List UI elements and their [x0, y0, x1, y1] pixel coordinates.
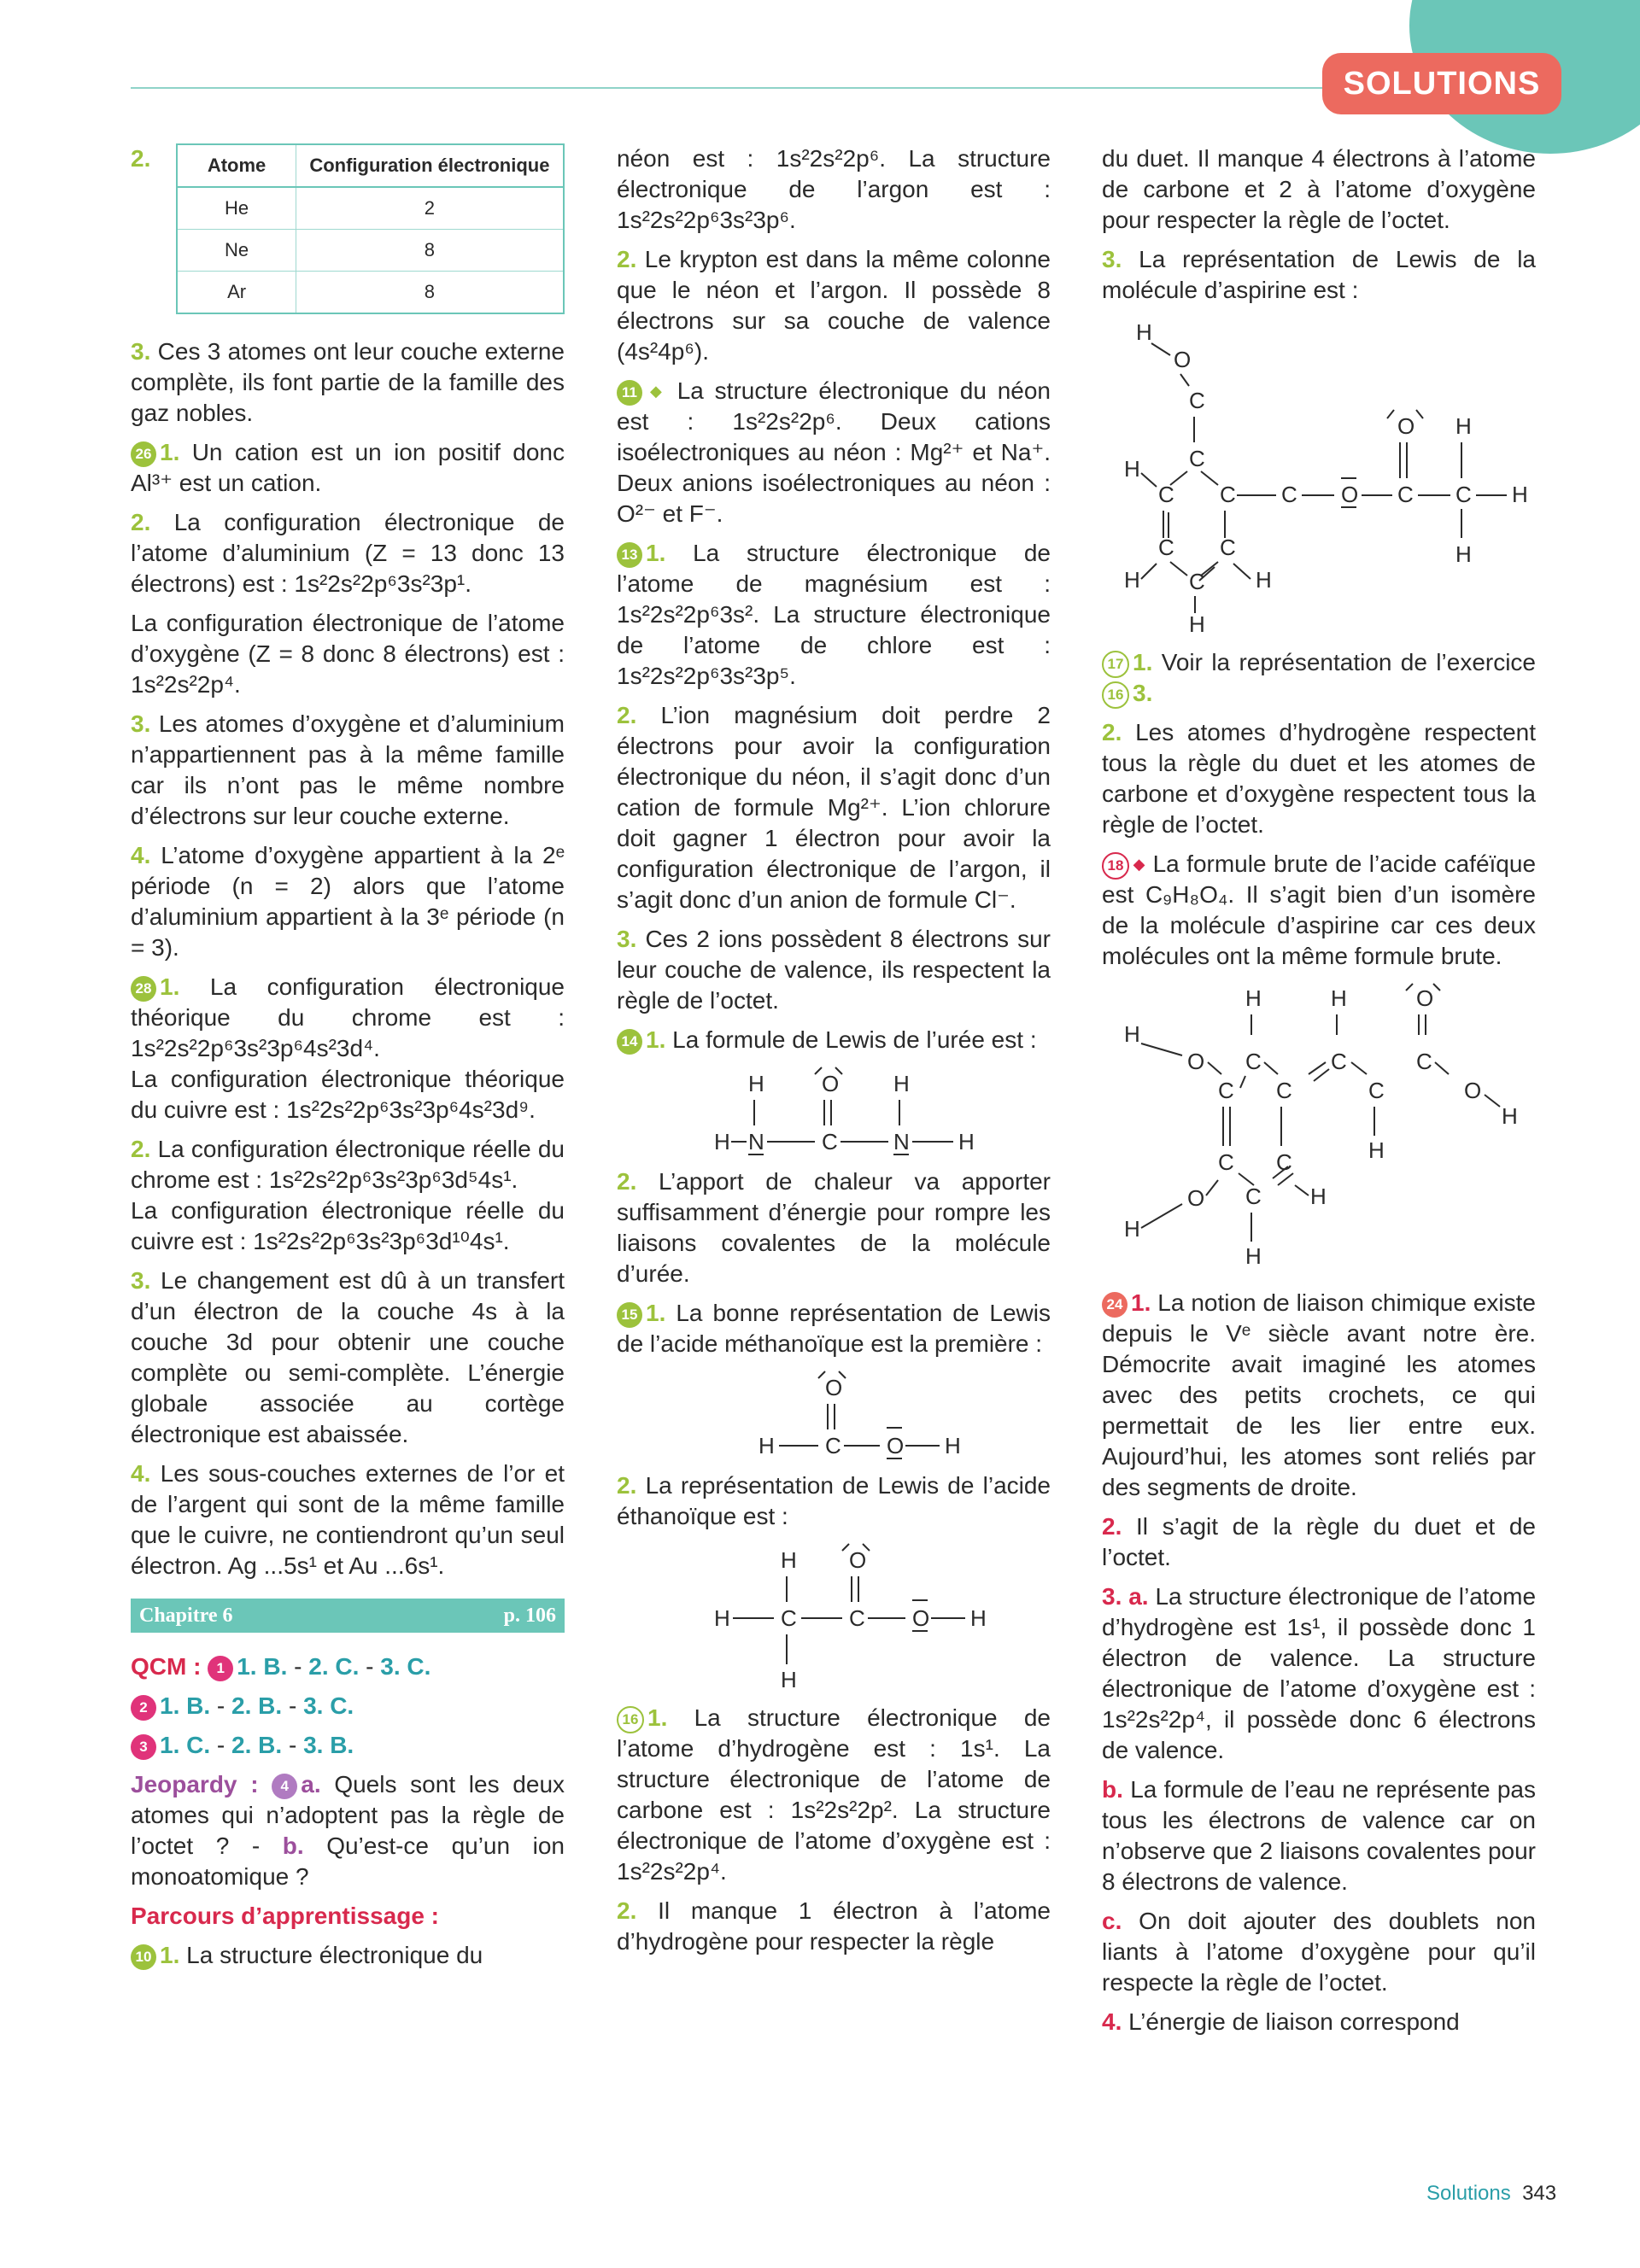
exercise-15-2: 2. La représentation de Lewis de l’acide éthanoïque est : [617, 1472, 1051, 1529]
svg-text:O: O [1187, 1049, 1205, 1074]
paragraph: néon est : 1s²2s²2p⁶. La structure électronique de l’argon est : 1s²2s²2p⁶3s²3p⁶. [617, 145, 1051, 233]
svg-text:H: H [1124, 1216, 1140, 1242]
exercise-number-icon: 26 [131, 441, 156, 467]
column-2 [617, 143, 1051, 1966]
footer-label: Solutions [1426, 2182, 1511, 2205]
svg-text:C: C [1218, 1078, 1234, 1103]
table-cell: 2 [296, 187, 564, 230]
svg-text:C: C [1276, 1078, 1292, 1103]
svg-text:C: C [1276, 1149, 1292, 1175]
svg-text:H: H [714, 1605, 730, 1631]
svg-text:N: N [893, 1129, 910, 1154]
paragraph: du duet. Il manque 4 électrons à l’atome de carbone et 2 à l’atome d’oxygène pour respecter la règle de l’octet. [1102, 145, 1536, 233]
urea-lewis-structure [680, 1064, 987, 1166]
table-header-row [177, 144, 564, 187]
svg-text:H: H [1331, 985, 1347, 1011]
svg-text:C: C [1368, 1078, 1385, 1103]
svg-text:N: N [748, 1129, 764, 1154]
qcm-line-1: QCM : 1 1. B. - 2. C. - 3. C. [131, 1653, 431, 1680]
svg-text:O: O [1174, 347, 1192, 372]
svg-text:H: H [1136, 319, 1152, 345]
qcm-line-2: 2 1. B. - 2. B. - 3. C. [131, 1691, 565, 1721]
paragraph: 3. Ces 3 atomes ont leur couche externe complète, ils font partie de la famille des gaz nobles. [131, 338, 565, 426]
svg-text:H: H [1512, 482, 1528, 507]
svg-text:C: C [1220, 482, 1236, 507]
svg-text:C: C [825, 1433, 841, 1458]
svg-text:H: H [958, 1129, 975, 1154]
chapter-page: p. 106 [503, 1605, 556, 1627]
table-header-atom: Atome [177, 144, 296, 187]
exercise-24-4: 4. L’énergie de liaison correspond [1102, 2008, 1460, 2035]
svg-text:C: C [1158, 482, 1174, 507]
exercise-26-2b: La configuration électronique de l’atome d’oxygène (Z = 8 donc 8 électrons) est : 1s²2s²2p⁴. [131, 610, 565, 698]
aspirin-lewis-structure [1105, 314, 1532, 647]
svg-text:H: H [945, 1433, 961, 1458]
page-footer [1426, 2182, 1556, 2206]
table-cell: Ne [177, 230, 296, 272]
exercise-26-1: 26 1. Un cation est un ion positif donc Al³⁺ est un cation. [131, 439, 565, 496]
table-cell: 8 [296, 230, 564, 272]
table-cell: 8 [296, 272, 564, 314]
svg-text:C: C [1397, 482, 1414, 507]
exercise-10-1: 10 1. La structure électronique du [131, 1940, 565, 1971]
qcm-line-3: 3 1. C. - 2. B. - 3. B. [131, 1730, 565, 1761]
chapter-bar [131, 1599, 565, 1633]
exercise-24-3a: 3. a. La structure électronique de l’atome d’hydrogène est 1s¹, il possède donc 1 électron de valence. La structure électronique de l’atome d’oxygène est : 1s²2s²2p⁴, il possède donc 6 électrons de valence. [1102, 1583, 1537, 1763]
column-3 [1102, 143, 1536, 2046]
svg-text:H: H [1368, 1137, 1385, 1163]
svg-text:H: H [1245, 1243, 1262, 1269]
solutions-badge: SOLUTIONS [1322, 53, 1561, 114]
paragraph: 2. Le krypton est dans la même colonne que le néon et l’argon. Il possède 8 électrons sur sa couche de valence (4s²4p⁶). [617, 246, 1051, 365]
chapter-title: Chapitre 6 [139, 1605, 233, 1627]
table-block [131, 143, 565, 314]
table-cell: He [177, 187, 296, 230]
svg-text:O: O [1416, 985, 1434, 1011]
svg-text:O: O [822, 1071, 840, 1096]
svg-text:O: O [849, 1547, 867, 1573]
svg-text:C: C [1158, 535, 1174, 560]
exercise-17-2: 2. Les atomes d’hydrogène respectent tous la règle du duet et les atomes de carbone et d’oxygène respectent tous la règle de l’octet. [1102, 719, 1536, 838]
exercise-24-2: 2. Il s’agit de la règle du duet et de l’octet. [1102, 1513, 1537, 1570]
exercise-24-1: 24 1. La notion de liaison chimique existe depuis le Vᵉ siècle avant notre ère. Démocrite avait imaginé les atomes avec des petits crochets, ce qui permettait de les lier entre eux. Aujourd’hui, les atomes sont reliés par des segments de droite. [1102, 1289, 1536, 1500]
exercise-24-3b: b. La formule de l’eau ne représente pas tous les électrons de valence car on n’observe que 2 liaisons covalentes pour 8 électrons de valence. [1102, 1776, 1537, 1895]
table-row [177, 230, 564, 272]
svg-text:O: O [1341, 482, 1359, 507]
svg-text:O: O [1397, 413, 1415, 439]
table-cell: Ar [177, 272, 296, 314]
methanoic-acid-lewis-structure [697, 1368, 970, 1470]
exercise-13-1: 13 1. La structure électronique de l’atome de magnésium est : 1s²2s²2p⁶3s². La structure électronique de l’atome de chlore est : 1s²2s²2p⁶3s²3p⁵. [617, 540, 1051, 689]
table-number: 2. [131, 145, 151, 172]
svg-text:H: H [1124, 1021, 1140, 1047]
table-row [177, 187, 564, 230]
exercise-26-3: 3. Les atomes d’oxygène et d’aluminium n’appartiennent pas à la même famille car ils n’ont pas le même nombre d’électrons sur leur couche externe. [131, 710, 565, 829]
ethanoic-acid-lewis-structure [680, 1540, 987, 1703]
svg-text:C: C [1245, 1049, 1262, 1074]
svg-text:C: C [1416, 1049, 1432, 1074]
column-1 [131, 143, 565, 1979]
svg-text:C: C [1189, 569, 1205, 594]
svg-text:H: H [1124, 567, 1140, 593]
config-table [176, 143, 565, 314]
table-header-config: Configuration électronique [296, 144, 564, 187]
exercise-14-1: 14 1. La formule de Lewis de l’urée est : [617, 1025, 1051, 1055]
exercise-28-3: 3. Le changement est dû à un transfert d’un électron de la couche 4s à la couche 3d pour obtenir une couche complète ou semi-complète. L’énergie globale associée au cortège électronique est abaissée. [131, 1267, 565, 1447]
exercise-14-2: 2. L’apport de chaleur va apporter suffisamment d’énergie pour rompre les liaisons covalentes de la molécule d’urée. [617, 1168, 1051, 1287]
svg-text:C: C [1281, 482, 1297, 507]
svg-text:H: H [1456, 413, 1472, 439]
paragraph: 3. La représentation de Lewis de la molécule d’aspirine est : [1102, 246, 1537, 303]
svg-text:C: C [1331, 1049, 1347, 1074]
svg-text:O: O [887, 1433, 905, 1458]
svg-text:C: C [1189, 388, 1205, 413]
svg-text:H: H [1502, 1103, 1518, 1129]
exercise-13-2: 2. L’ion magnésium doit perdre 2 électrons pour avoir la configuration électronique du néon, il s’agit donc d’un cation de formule Mg²⁺. L’ion chlorure doit gagner 1 électron pour avoir la configuration électronique de l’argon, il s’agit donc d’un anion de formule Cl⁻. [617, 702, 1051, 913]
svg-text:H: H [714, 1129, 730, 1154]
svg-text:C: C [781, 1605, 797, 1631]
svg-text:O: O [825, 1375, 843, 1400]
exercise-26-2: 2. La configuration électronique de l’atome d’aluminium (Z = 13 donc 13 électrons) est : 1s²2s²2p⁶3s²3p¹. [131, 509, 565, 597]
exercise-16-1: 16 1. La structure électronique de l’atome d’hydrogène est : 1s¹. La structure électronique de l’atome de carbone est : 1s²2s²2p². La structure électronique de l’atome d’oxygène est : 1s²2s²2p⁴. [617, 1704, 1051, 1885]
svg-text:O: O [1187, 1185, 1205, 1211]
exercise-28-2: 2. La configuration électronique réelle du chrome est : 1s²2s²2p⁶3s²3p⁶3d⁵4s¹. La configuration électronique réelle du cuivre est : 1s²2s²2p⁶3s²3p⁶3d¹⁰4s¹. [131, 1136, 565, 1254]
exercise-number-icon: 28 [131, 976, 156, 1002]
exercise-18: 18 ◆ La formule brute de l’acide caféïque est C₉H₈O₄. Il s’agit bien d’un isomère de la molécule d’aspirine car ces deux molécules ont la même formule brute. [1102, 850, 1537, 969]
svg-text:O: O [912, 1605, 930, 1631]
svg-text:C: C [1218, 1149, 1234, 1175]
svg-text:C: C [849, 1605, 865, 1631]
svg-text:H: H [781, 1547, 797, 1573]
svg-text:H: H [1245, 985, 1262, 1011]
parcours-title: Parcours d’apprentissage : [131, 1903, 440, 1929]
svg-text:C: C [822, 1129, 838, 1154]
svg-text:H: H [781, 1667, 797, 1692]
exercise-17-1: 17 1. Voir la représentation de l’exercice 16 3. [1102, 647, 1536, 709]
svg-text:H: H [748, 1071, 764, 1096]
exercise-28-1: 28 1. La configuration électronique théorique du chrome est : 1s²2s²2p⁶3s²3p⁶4s²3d⁴. La configuration électronique théorique du cuivre est : 1s²2s²2p⁶3s²3p⁶4s²3d⁹. [131, 973, 565, 1123]
svg-text:H: H [758, 1433, 775, 1458]
svg-text:H: H [893, 1071, 910, 1096]
svg-text:H: H [1124, 456, 1140, 482]
table-row [177, 272, 564, 314]
svg-text:H: H [1310, 1184, 1327, 1209]
exercise-26-4: 4. L’atome d’oxygène appartient à la 2ᵉ période (n = 2) alors que l’atome d’aluminium appartient à la 3ᵉ période (n = 3). [131, 842, 565, 961]
exercise-24-3c: c. On doit ajouter des doublets non liants à l’atome d’oxygène pour qu’il respecte la règle de l’octet. [1102, 1908, 1537, 1996]
page-number: 343 [1522, 2182, 1557, 2205]
svg-text:C: C [1220, 535, 1236, 560]
caffeic-acid-lewis-structure [1105, 980, 1532, 1288]
svg-text:C: C [1245, 1184, 1262, 1209]
jeopardy: Jeopardy : 4 a. Quels sont les deux atomes qui n’adoptent pas la règle de l’octet ? - b. Qu’est-ce qu’un ion monoatomique ? [131, 1771, 565, 1890]
svg-text:H: H [1256, 567, 1272, 593]
exercise-28-4: 4. Les sous-couches externes de l’or et de l’argent qui sont de la même famille que le cuivre, ne contiendront qu’un seul électron. Ag ...5s¹ et Au ...6s¹. [131, 1460, 565, 1579]
svg-text:O: O [1464, 1078, 1482, 1103]
exercise-16-2: 2. Il manque 1 électron à l’atome d’hydrogène pour respecter la règle [617, 1897, 1051, 1955]
svg-text:H: H [1456, 541, 1472, 567]
svg-text:C: C [1456, 482, 1472, 507]
svg-text:H: H [970, 1605, 987, 1631]
exercise-15-1: 15 1. La bonne représentation de Lewis de l’acide méthanoïque est la première : [617, 1300, 1051, 1357]
svg-text:C: C [1189, 446, 1205, 471]
exercise-11: 11 ◆ La structure électronique du néon est : 1s²2s²2p⁶. Deux cations isoélectroniques au néon : Mg²⁺ et Na⁺. Deux anions isoélectroniques au néon : O²⁻ et F⁻. [617, 377, 1051, 527]
header-rule [131, 87, 1335, 89]
svg-text:H: H [1189, 611, 1205, 637]
exercise-13-3: 3. Ces 2 ions possèdent 8 électrons sur leur couche de valence, ils respectent la règle de l’octet. [617, 926, 1051, 1014]
